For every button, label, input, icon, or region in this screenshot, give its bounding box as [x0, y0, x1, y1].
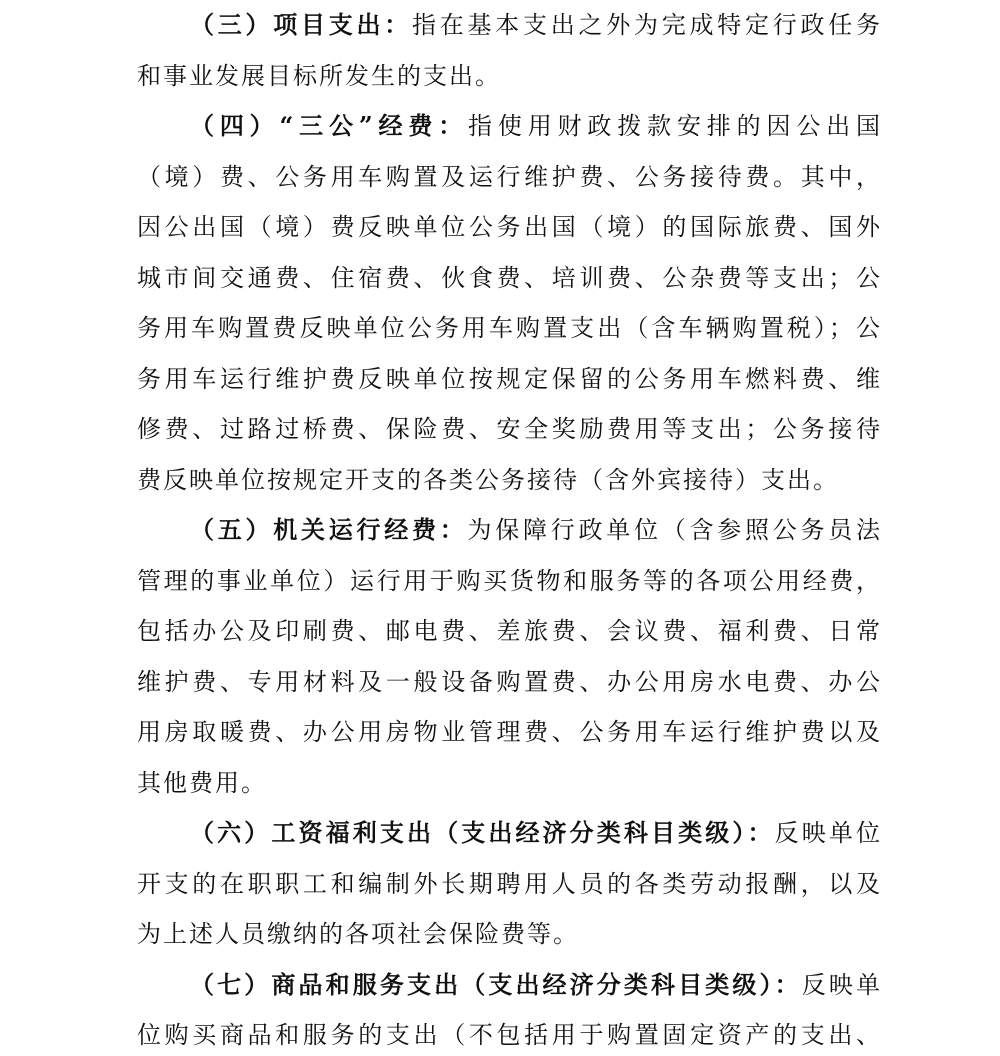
text-line	[137, 758, 882, 809]
text-line	[137, 960, 882, 1011]
section-heading: （七）商品和服务支出（支出经济分类科目类级）：	[190, 969, 802, 999]
paragraph-wage-welfare-expenditure	[137, 808, 882, 960]
paragraph-agency-operating-expenses	[137, 505, 882, 808]
paragraph-goods-services-expenditure	[137, 960, 882, 1056]
line-text: 为保障行政单位（含参照公务员法	[467, 516, 882, 544]
line-text: 和事业发展目标所发生的支出。	[137, 61, 501, 90]
text-line	[137, 101, 882, 152]
line-text: 反映单位	[774, 819, 882, 847]
line-text: 包括办公及印刷费、邮电费、差旅费、会议费、福利费、日常	[137, 617, 882, 645]
text-line	[137, 303, 882, 354]
line-text: 指使用财政拨款安排的因公出国	[468, 112, 882, 140]
text-line	[137, 707, 882, 758]
text-line	[137, 354, 882, 405]
section-heading: （三）项目支出：	[190, 10, 412, 39]
text-line	[137, 556, 882, 607]
text-line	[137, 404, 882, 455]
line-text: （境）费、公务用车购置及运行维护费、公务接待费。其中，	[137, 162, 882, 191]
section-heading: （五）机关运行经费：	[190, 515, 468, 544]
text-line	[137, 606, 882, 657]
text-line	[137, 909, 882, 960]
line-text: 务用车购置费反映单位公务用车购置支出（含车辆购置税）；公	[137, 314, 882, 342]
text-line	[137, 505, 882, 556]
paragraph-three-public-expenses	[137, 101, 882, 505]
line-text: 管理的事业单位）运行用于购买货物和服务等的各项公用经费，	[137, 566, 882, 595]
line-text: 务用车运行维护费反映单位按规定保留的公务用车燃料费、维	[137, 364, 882, 393]
text-line	[137, 808, 882, 859]
line-text: 修费、过路过桥费、保险费、安全奖励费用等支出；公务接待	[137, 415, 882, 443]
text-line	[137, 253, 882, 304]
line-text: 指在基本支出之外为完成特定行政任务	[412, 11, 882, 39]
line-text: 城市间交通费、住宿费、伙食费、培训费、公杂费等支出；公	[137, 263, 882, 292]
text-line	[137, 152, 882, 203]
line-text: 为上述人员缴纳的各项社会保险费等。	[137, 920, 579, 948]
text-line	[137, 859, 882, 910]
text-line	[137, 1010, 882, 1056]
text-line	[137, 51, 882, 102]
text-line	[137, 0, 882, 51]
line-text: 用房取暖费、办公用房物业管理费、公务用车运行维护费以及	[137, 718, 882, 746]
line-text: 反映单	[801, 970, 882, 999]
line-text: 费反映单位按规定开支的各类公务接待（含外宾接待）支出。	[137, 465, 839, 494]
line-text: 位购买商品和服务的支出（不包括用于购置固定资产的支出、	[137, 1021, 882, 1049]
line-text: 因公出国（境）费反映单位公务出国（境）的国际旅费、国外	[137, 213, 882, 241]
document-body	[137, 0, 882, 1056]
text-line	[137, 202, 882, 253]
line-text: 其他费用。	[137, 768, 267, 797]
paragraph-project-expenditure	[137, 0, 882, 101]
text-line	[137, 455, 882, 506]
line-text: 开支的在职职工和编制外长期聘用人员的各类劳动报酬，以及	[137, 869, 882, 898]
section-heading: （四）“三公”经费：	[190, 111, 469, 140]
line-text: 维护费、专用材料及一般设备购置费、办公用房水电费、办公	[137, 667, 882, 696]
section-heading: （六）工资福利支出（支出经济分类科目类级）：	[190, 818, 775, 847]
text-line	[137, 657, 882, 708]
